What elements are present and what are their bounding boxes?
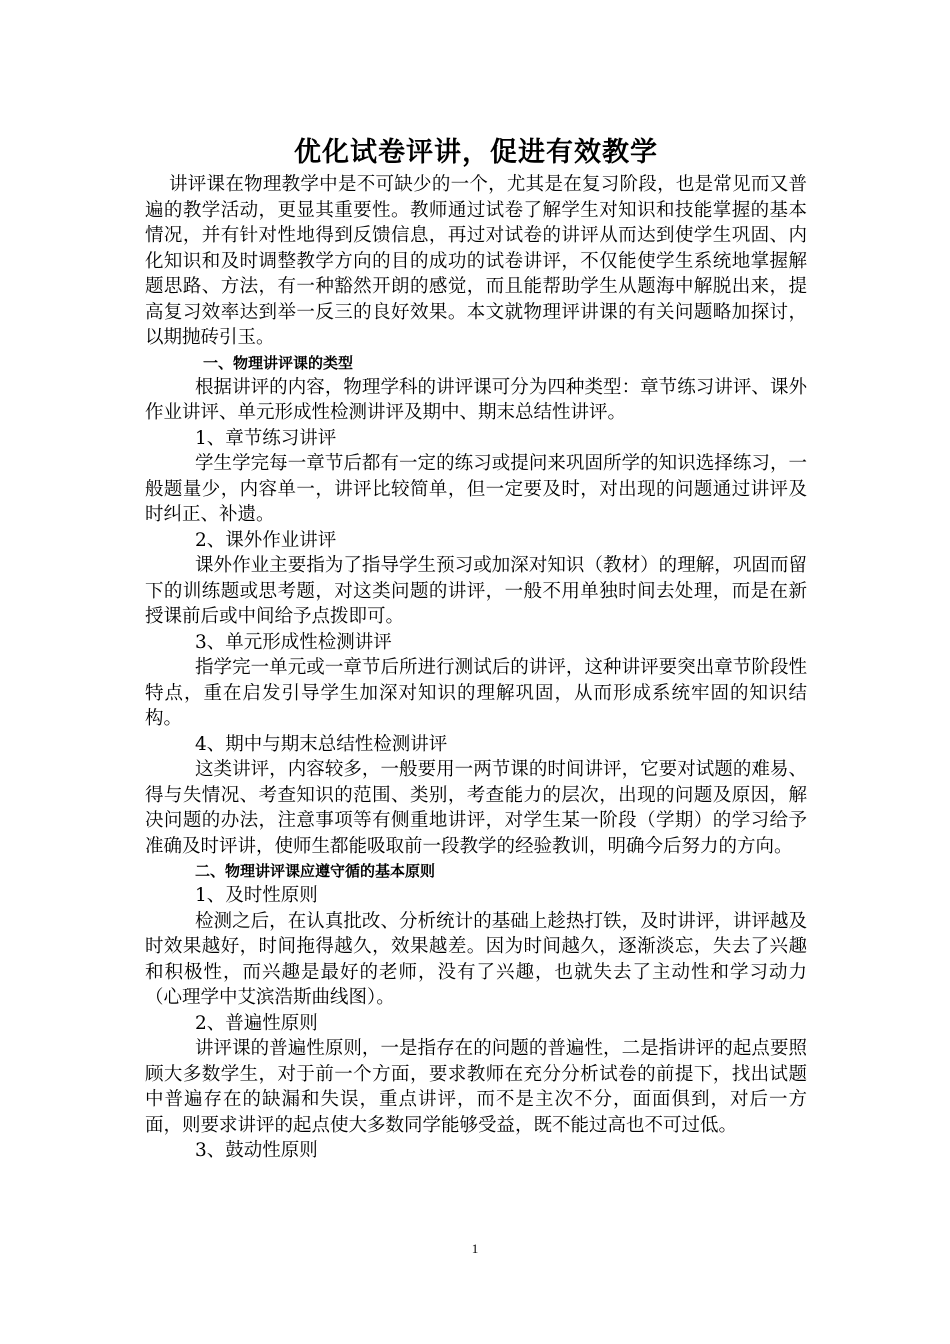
- section-1-intro: 根据讲评的内容，物理学科的讲评课可分为四种类型：章节练习讲评、课外作业讲评、单元形成性检测讲评及期中、期末总结性讲评。: [145, 376, 807, 423]
- paragraph-1-2: 课外作业主要指为了指导学生预习或加深对知识（教材）的理解，巩固而留下的训练题或思考题，对这类问题的讲评，一般不用单独时间去处理，而是在新授课前后或中间给予点拨即可。: [145, 555, 807, 627]
- paragraph-2-1: 检测之后，在认真批改、分析统计的基础上趁热打铁，及时讲评，讲评越及时效果越好，时间拖得越久，效果越差。因为时间越久，逐渐淡忘，失去了兴趣和积极性，而兴趣是最好的老师，没有了兴趣，也就失去了主动性和学习动力（心理学中艾滨浩斯曲线图）。: [145, 910, 807, 1008]
- page-number: 1: [471, 1241, 479, 1256]
- paragraph-2-2: 讲评课的普遍性原则，一是指存在的问题的普遍性，二是指讲评的起点要照顾大多数学生，对于前一个方面，要求教师在充分分析试卷的前提下，找出试题中普遍存在的缺漏和失误，重点讲评，而不是主次不分，面面俱到，对后一方面，则要求讲评的起点使大多数同学能够受益，既不能过高也不可过低。: [145, 1038, 807, 1136]
- section-heading-1: 一、物理讲评课的类型: [203, 353, 354, 372]
- subheading-1-1: 1、章节练习讲评: [195, 427, 337, 449]
- subheading-2-1: 1、及时性原则: [195, 885, 318, 906]
- paragraph-1-3: 指学完一单元或一章节后所进行测试后的讲评，这种讲评要突出章节阶段性特点，重在启发引导学生加深对知识的理解巩固，从而形成系统牢固的知识结构。: [145, 657, 807, 729]
- subheading-1-2: 2、课外作业讲评: [195, 529, 337, 551]
- paragraph-1-4: 这类讲评，内容较多，一般要用一两节课的时间讲评，它要对试题的难易、得与失情况、考查知识的范围、类别，考查能力的层次，出现的问题及原因，解决问题的办法，注意事项等有侧重地讲评，对学生某一阶段（学期）的学习给予准确及时评讲，使师生都能吸取前一段教学的经验教训，明确今后努力的方向。: [145, 759, 807, 857]
- subheading-2-2: 2、普遍性原则: [195, 1012, 318, 1034]
- subheading-1-3: 3、单元形成性检测讲评: [195, 631, 392, 653]
- page-title: 优化试卷评讲，促进有效教学: [294, 137, 658, 168]
- subheading-2-3: 3、鼓动性原则: [195, 1140, 318, 1161]
- subheading-1-4: 4、期中与期末总结性检测讲评: [195, 733, 448, 755]
- document-body: [145, 136, 807, 1164]
- intro-paragraph: 讲评课在物理教学中是不可缺少的一个，尤其是在复习阶段，也是常见而又普遍的教学活动，更显其重要性。教师通过试卷了解学生对知识和技能掌握的基本情况，并有针对性地得到反馈信息，再过对试卷的讲评从而达到使学生巩固、内化知识和及时调整教学方向的目的成功的试卷讲评，不仅能使学生系统地掌握解题思路、方法，有一种豁然开朗的感觉，而且能帮助学生从题海中解脱出来，提高复习效率达到举一反三的良好效果。本文就物理评讲课的有关问题略加探讨，以期抛砖引玉。: [145, 174, 807, 348]
- section-heading-2: 二、物理讲评课应遵守循的基本原则: [195, 862, 436, 880]
- paragraph-1-1: 学生学完每一章节后都有一定的练习或提问来巩固所学的知识选择练习，一般题量少，内容单一，讲评比较简单，但一定要及时，对出现的问题通过讲评及时纠正、补遗。: [145, 453, 807, 525]
